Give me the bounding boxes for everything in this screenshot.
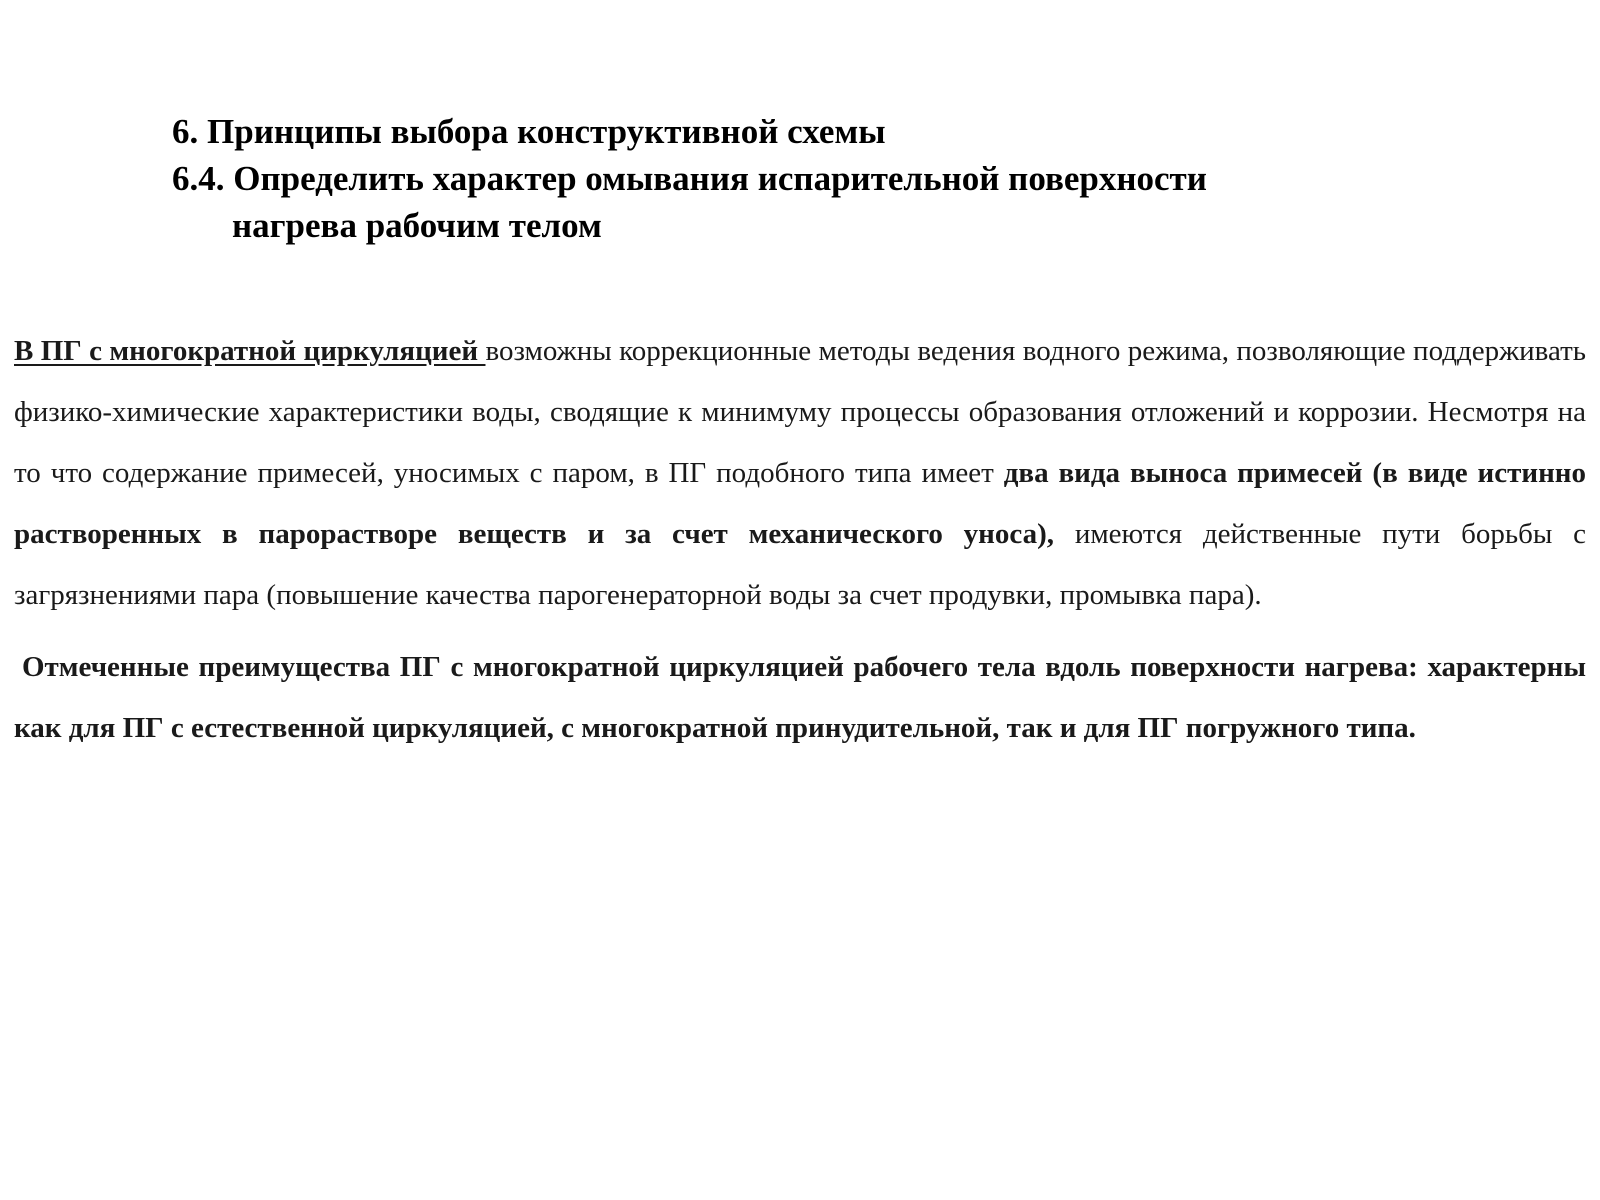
heading-subsection-title-continuation: нагрева рабочим телом — [232, 206, 602, 245]
heading-subsection-title: 6.4. Определить характер омывания испарительной поверхности — [172, 159, 1207, 198]
paragraph-bold-emphasis: два вида выноса примесей (в виде истинно растворенных в парорастворе веществ и за счет механического уноса), — [14, 457, 1586, 550]
slide-heading — [172, 108, 1472, 249]
paragraph-advantages-summary: Отмеченные преимущества ПГ с многократной циркуляцией рабочего тела вдоль поверхности нагрева: характерны как для ПГ с естественной циркуляцией, с многократной принудительной, так и для ПГ погружного типа. — [14, 651, 1586, 744]
paragraph-multiple-circulation — [14, 321, 1586, 626]
paragraph-text-part-a: возможны коррекционные методы ведения водного режима, позволяющие поддерживать физико-химические характеристики воды, сводящие к минимуму процессы образования отложений и коррозии. Несмотря на то что содержание примесей, уносимых с паром, в ПГ подобного типа имеет — [14, 335, 1587, 489]
paragraph-lead-underlined: В ПГ с многократной циркуляцией — [14, 335, 486, 367]
paragraph-text-part-c: имеются действенные пути борьбы с загрязнениями пара (повышение качества парогенераторной воды за счет продувки, промывка пара). — [14, 518, 1586, 611]
slide-body — [14, 321, 1586, 759]
heading-section-title: 6. Принципы выбора конструктивной схемы — [172, 112, 886, 151]
